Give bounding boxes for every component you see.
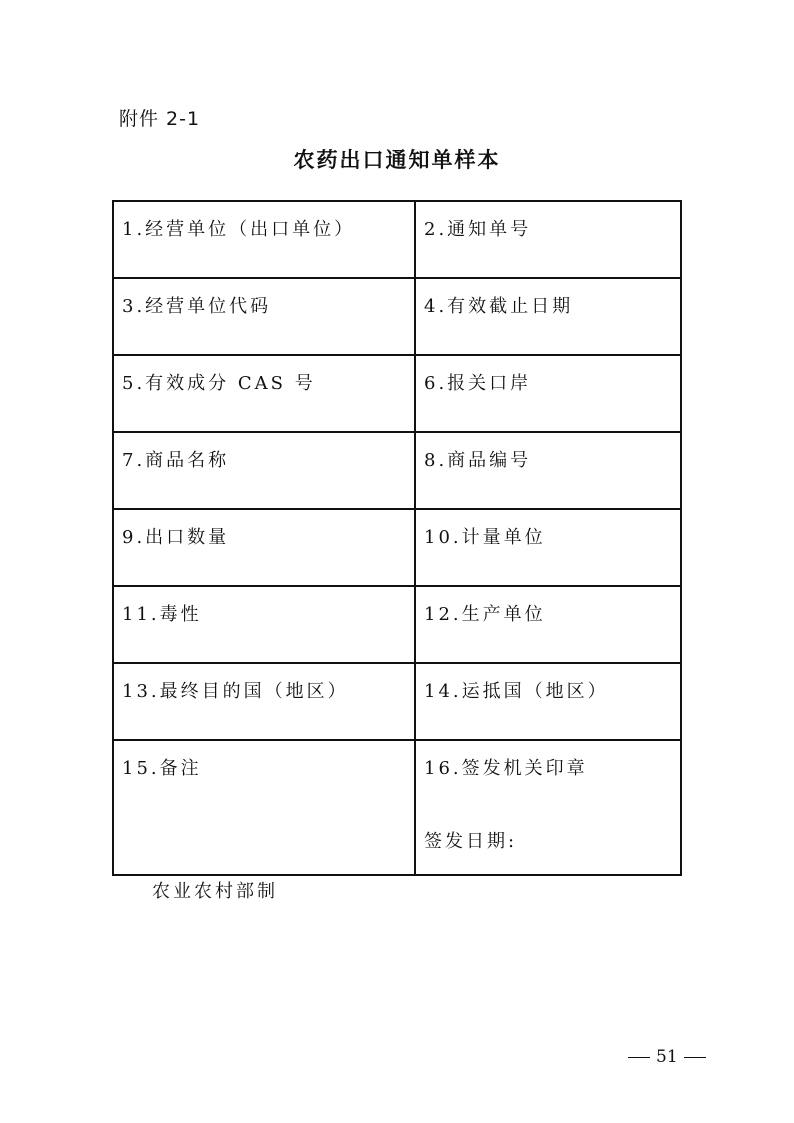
dash-right	[684, 1057, 706, 1058]
field-export-quantity: 9.出口数量	[113, 509, 415, 586]
field-product-code: 8.商品编号	[415, 432, 681, 509]
field-operating-unit-code: 3.经营单位代码	[113, 278, 415, 355]
form-row	[113, 586, 681, 663]
field-customs-port: 6.报关口岸	[415, 355, 681, 432]
issue-date-label: 签发日期:	[424, 831, 518, 852]
field-arrival-country: 14.运抵国（地区）	[415, 663, 681, 740]
seal-label: 16.签发机关印章	[424, 758, 588, 779]
form-row	[113, 355, 681, 432]
form-row	[113, 663, 681, 740]
form-row	[113, 278, 681, 355]
field-final-destination-country: 13.最终目的国（地区）	[113, 663, 415, 740]
field-unit-of-measure: 10.计量单位	[415, 509, 681, 586]
attachment-label: 附件 2-1	[119, 108, 201, 130]
form-row	[113, 432, 681, 509]
page-number-value: 51	[656, 1047, 678, 1067]
form-row	[113, 509, 681, 586]
form-row	[113, 201, 681, 278]
field-toxicity: 11.毒性	[113, 586, 415, 663]
field-operating-unit: 1.经营单位（出口单位）	[113, 201, 415, 278]
export-notice-form-table	[112, 200, 682, 876]
issuer-note: 农业农村部制	[152, 881, 278, 902]
page-number	[622, 1047, 712, 1067]
field-manufacturer: 12.生产单位	[415, 586, 681, 663]
dash-left	[628, 1057, 650, 1058]
field-product-name: 7.商品名称	[113, 432, 415, 509]
field-issuing-authority-seal	[415, 740, 681, 875]
field-notice-number: 2.通知单号	[415, 201, 681, 278]
field-expiry-date: 4.有效截止日期	[415, 278, 681, 355]
field-cas-number: 5.有效成分 CAS 号	[113, 355, 415, 432]
document-title: 农药出口通知单样本	[293, 147, 501, 172]
form-row	[113, 740, 681, 875]
field-remarks: 15.备注	[113, 740, 415, 875]
